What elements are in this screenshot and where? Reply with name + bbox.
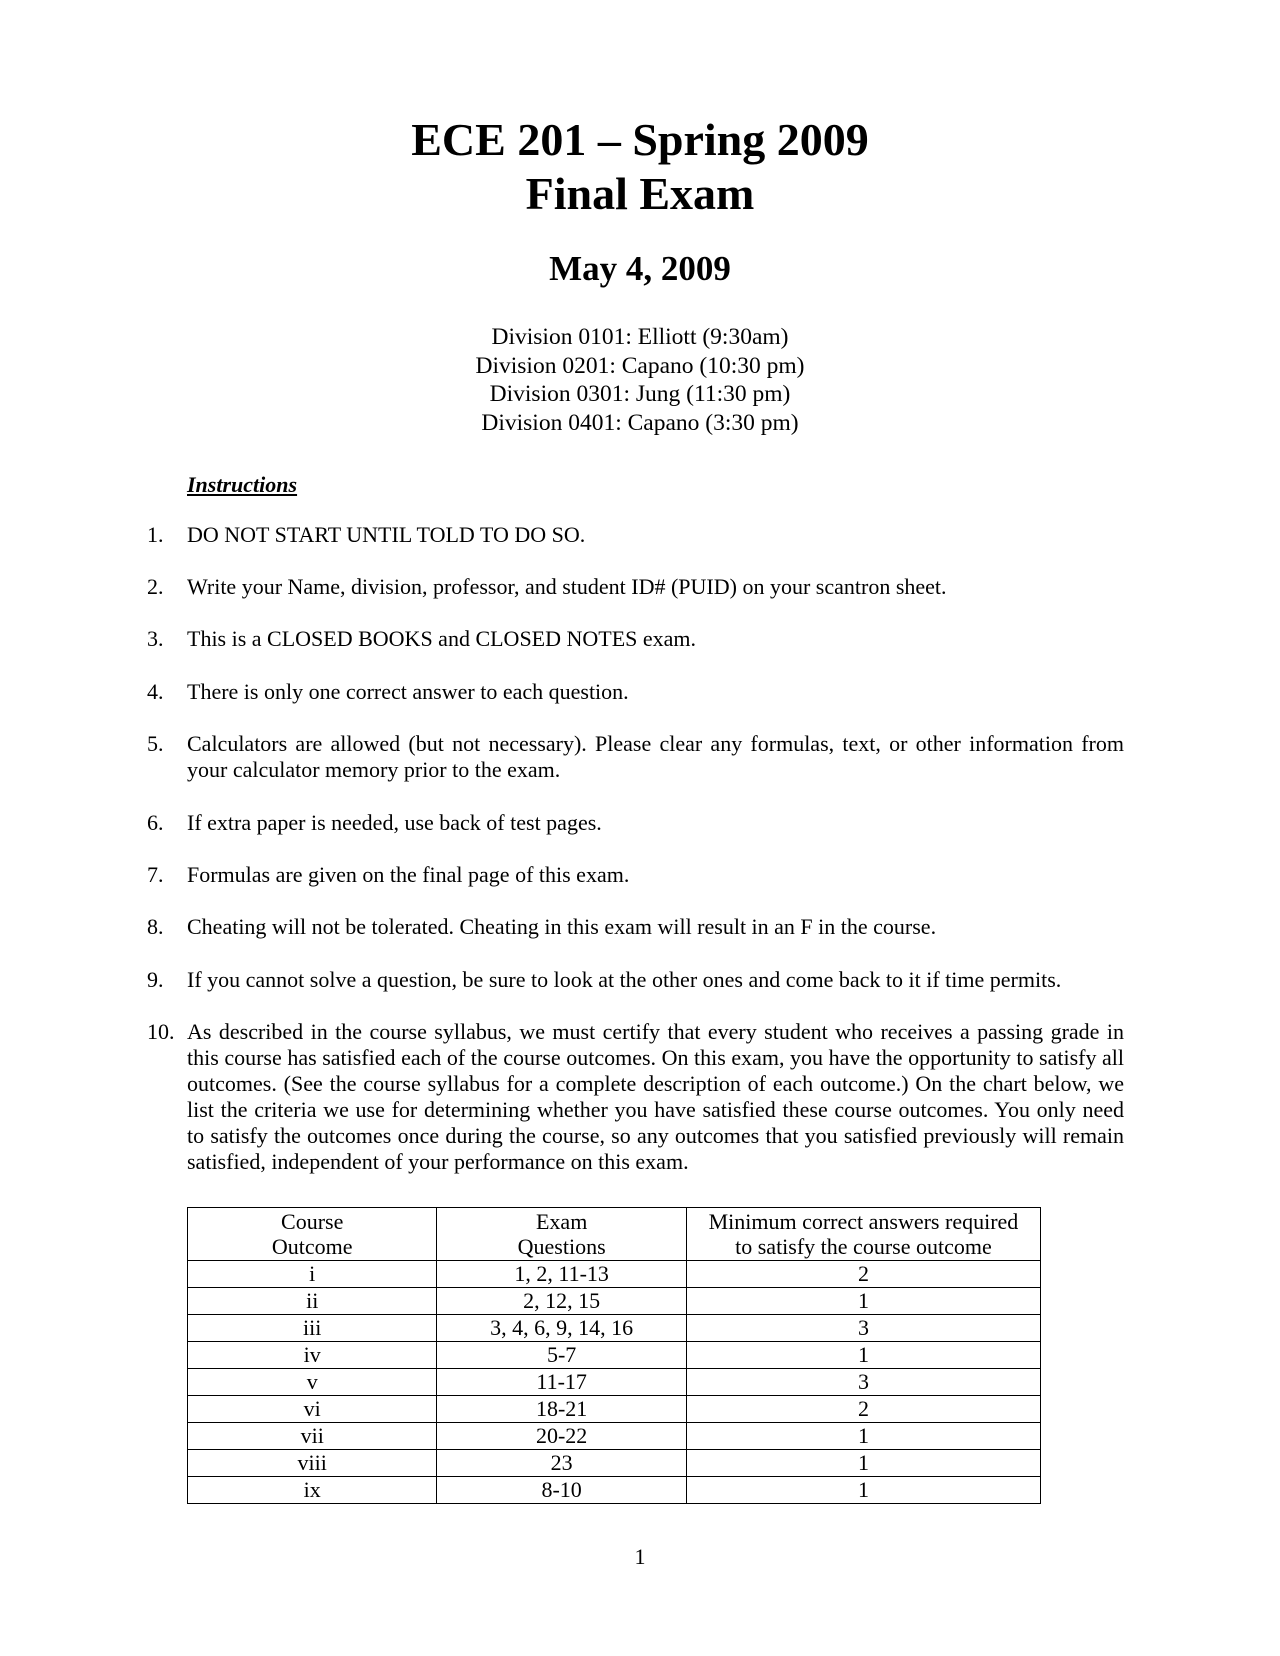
instructions-heading: Instructions [187, 472, 298, 497]
instruction-text: If extra paper is needed, use back of test pages. [187, 810, 602, 835]
instruction-text: DO NOT START UNTIL TOLD TO DO SO. [187, 522, 586, 547]
header-minimum-correct: Minimum correct answers required to satisfy the course outcome [686, 1208, 1040, 1261]
instruction-number: 3. [147, 626, 164, 651]
instruction-number: 6. [147, 810, 164, 835]
questions-cell: 8-10 [437, 1477, 686, 1504]
table-header-row [188, 1208, 1041, 1261]
questions-cell: 18-21 [437, 1396, 686, 1423]
table-row [188, 1423, 1041, 1450]
instruction-text: Formulas are given on the final page of this exam. [187, 862, 630, 887]
minimum-cell: 1 [686, 1288, 1040, 1315]
header-course-outcome: Course Outcome [188, 1208, 437, 1261]
instruction-number: 9. [147, 967, 164, 992]
instruction-item [147, 862, 1124, 888]
outcome-cell: viii [188, 1450, 437, 1477]
minimum-cell: 1 [686, 1450, 1040, 1477]
outcome-cell: i [188, 1261, 437, 1288]
instruction-text: Write your Name, division, professor, and student ID# (PUID) on your scantron sheet. [187, 574, 947, 599]
division-list [0, 323, 1280, 437]
instruction-text: Cheating will not be tolerated. Cheating in this exam will result in an F in the course. [187, 914, 937, 939]
division-line: Division 0101: Elliott (9:30am) [491, 324, 789, 350]
minimum-cell: 2 [686, 1261, 1040, 1288]
instruction-text: Calculators are allowed (but not necessary). Please clear any formulas, text, or other information from your calculator memory prior to the exam. [187, 731, 1124, 782]
instruction-number: 4. [147, 679, 164, 704]
outcome-cell: vii [188, 1423, 437, 1450]
instruction-number: 2. [147, 574, 164, 599]
questions-cell: 1, 2, 11-13 [437, 1261, 686, 1288]
outcome-cell: iii [188, 1315, 437, 1342]
instruction-number: 1. [147, 522, 164, 547]
minimum-cell: 1 [686, 1342, 1040, 1369]
exam-subtitle: Final Exam [525, 168, 755, 219]
outcome-cell: ix [188, 1477, 437, 1504]
table-row [188, 1315, 1041, 1342]
instruction-item [147, 914, 1124, 940]
minimum-cell: 2 [686, 1396, 1040, 1423]
course-outcome-table [187, 1207, 1041, 1504]
minimum-cell: 3 [686, 1315, 1040, 1342]
division-line: Division 0201: Capano (10:30 pm) [475, 352, 805, 379]
outcome-cell: ii [188, 1288, 437, 1315]
instruction-text: As described in the course syllabus, we must certify that every student who receives a passing grade in this course has satisfied each of the course outcomes. On this exam, you have the opportunity to satisfy all outcomes. (See the course syllabus for a complete description of each outcome.) On the chart below, we list the criteria we use for determining whether you have satisfied these course outcomes. You only need to satisfy the outcomes once during the course, so any outcomes that you satisfied previously will remain satisfied, independent of your performance on this exam. [187, 1019, 1124, 1174]
division-line: Division 0301: Jung (11:30 pm) [489, 381, 791, 407]
instruction-item [147, 810, 1124, 836]
exam-date: May 4, 2009 [549, 249, 731, 288]
table-row [188, 1261, 1041, 1288]
outcome-cell: iv [188, 1342, 437, 1369]
table-row [188, 1450, 1041, 1477]
instruction-number: 7. [147, 862, 164, 887]
table-row [188, 1288, 1041, 1315]
questions-cell: 5-7 [437, 1342, 686, 1369]
outcome-cell: v [188, 1369, 437, 1396]
table-row [188, 1396, 1041, 1423]
division-line: Division 0401: Capano (3:30 pm) [481, 409, 799, 436]
outcome-cell: vi [188, 1396, 437, 1423]
instruction-text: This is a CLOSED BOOKS and CLOSED NOTES exam. [187, 626, 697, 651]
header-exam-questions: Exam Questions [437, 1208, 686, 1261]
instruction-item [147, 731, 1124, 783]
minimum-cell: 3 [686, 1369, 1040, 1396]
minimum-cell: 1 [686, 1423, 1040, 1450]
instruction-text: There is only one correct answer to each question. [187, 679, 629, 704]
instruction-text: If you cannot solve a question, be sure to look at the other ones and come back to it if time permits. [187, 967, 1062, 992]
page-number: 1 [634, 1544, 646, 1569]
instruction-item [147, 967, 1124, 993]
table-row [188, 1342, 1041, 1369]
instruction-item [147, 522, 1124, 548]
instruction-item [147, 626, 1124, 652]
questions-cell: 2, 12, 15 [437, 1288, 686, 1315]
instruction-item [147, 574, 1124, 600]
instruction-item [147, 679, 1124, 705]
table-row [188, 1369, 1041, 1396]
table-row [188, 1477, 1041, 1504]
questions-cell: 20-22 [437, 1423, 686, 1450]
questions-cell: 3, 4, 6, 9, 14, 16 [437, 1315, 686, 1342]
exam-title: ECE 201 – Spring 2009 [411, 114, 869, 165]
minimum-cell: 1 [686, 1477, 1040, 1504]
instruction-number: 5. [147, 731, 164, 756]
questions-cell: 11-17 [437, 1369, 686, 1396]
questions-cell: 23 [437, 1450, 686, 1477]
instruction-number: 10. [147, 1019, 175, 1044]
instruction-number: 8. [147, 914, 164, 939]
instruction-item [147, 1019, 1124, 1175]
